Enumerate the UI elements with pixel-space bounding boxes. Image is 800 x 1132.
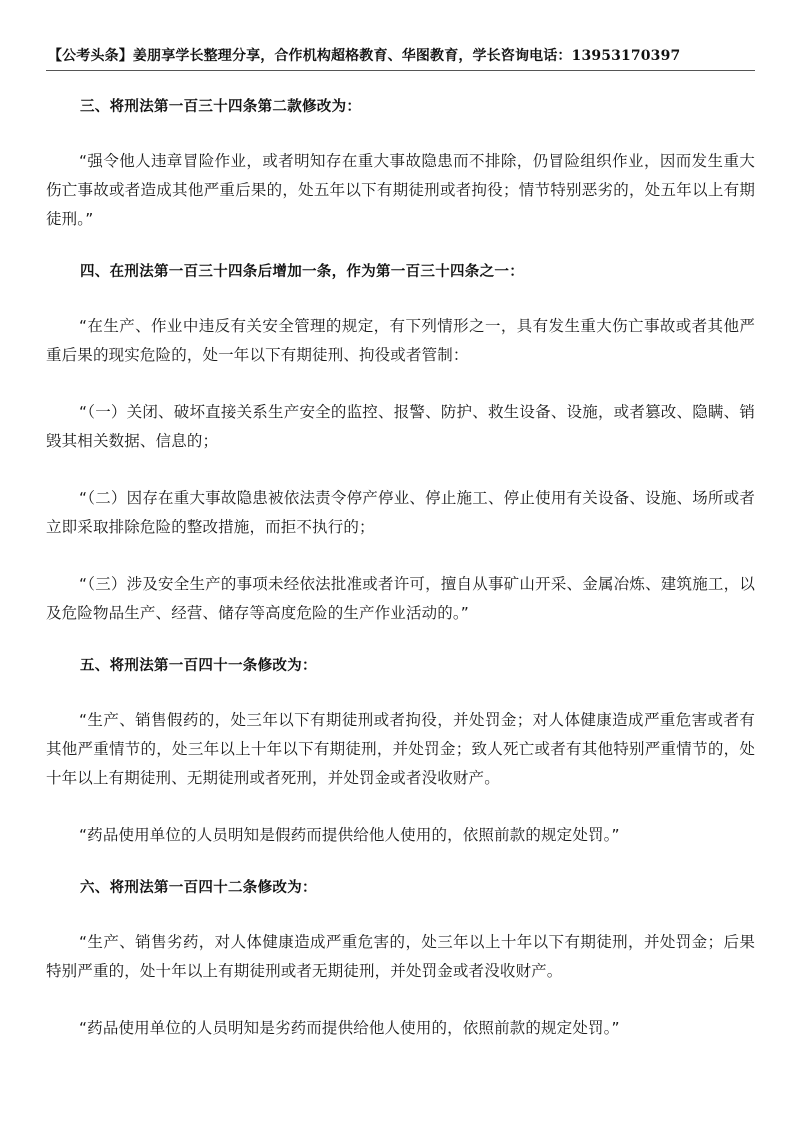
paragraph: “药品使用单位的人员明知是劣药而提供给他人使用的，依照前款的规定处罚。” <box>79 1019 620 1037</box>
section-heading: 五、将刑法第一百四十一条修改为： <box>80 658 317 674</box>
paragraph: “（二）因存在重大事故隐患被依法责令停产停业、停止施工、停止使用有关设备、设施、场所或者立即采取排除危险的整改措施，而拒不执行的； <box>46 489 755 536</box>
section-heading: 四、在刑法第一百三十四条后增加一条，作为第一百三十四条之一： <box>80 264 524 280</box>
document-body <box>46 97 755 1043</box>
section-3 <box>46 97 755 262</box>
header-divider <box>46 70 755 71</box>
section-heading: 三、将刑法第一百三十四条第二款修改为： <box>80 99 362 115</box>
paragraph: “（一）关闭、破坏直接关系生产安全的监控、报警、防护、救生设备、设施，或者篡改、隐瞒、销毁其相关数据、信息的； <box>46 403 755 450</box>
section-5 <box>46 656 755 878</box>
paragraph: “生产、销售劣药，对人体健康造成严重危害的，处三年以上十年以下有期徒刑，并处罚金；后果特别严重的，处十年以上有期徒刑或者无期徒刑，并处罚金或者没收财产。 <box>46 933 755 980</box>
paragraph: “在生产、作业中违反有关安全管理的规定，有下列情形之一，具有发生重大伤亡事故或者其他严重后果的现实危险的，处一年以下有期徒刑、拘役或者管制： <box>46 317 755 364</box>
paragraph: “（三）涉及安全生产的事项未经依法批准或者许可，擅自从事矿山开采、金属冶炼、建筑施工，以及危险物品生产、经营、储存等高度危险的生产作业活动的。” <box>46 575 755 622</box>
paragraph: “生产、销售假药的，处三年以下有期徒刑或者拘役，并处罚金；对人体健康造成严重危害或者有其他严重情节的，处三年以上十年以下有期徒刑，并处罚金；致人死亡或者有其他特别严重情节的，处十年以上有期徒刑、无期徒刑或者死刑，并处罚金或者没收财产。 <box>46 711 755 787</box>
section-6 <box>46 878 755 1043</box>
paragraph: “药品使用单位的人员明知是假药而提供给他人使用的，依照前款的规定处罚。” <box>79 826 620 844</box>
page-header: 【公考头条】姜朋享学长整理分享，合作机构超格教育、华图教育，学长咨询电话：13953170397 <box>48 48 681 64</box>
paragraph: “强令他人违章冒险作业，或者明知存在重大事故隐患而不排除，仍冒险组织作业，因而发生重大伤亡事故或者造成其他严重后果的，处五年以下有期徒刑或者拘役；情节特别恶劣的，处五年以上有期徒刑。” <box>46 152 755 228</box>
section-heading: 六、将刑法第一百四十二条修改为： <box>80 880 317 896</box>
section-4 <box>46 262 755 656</box>
